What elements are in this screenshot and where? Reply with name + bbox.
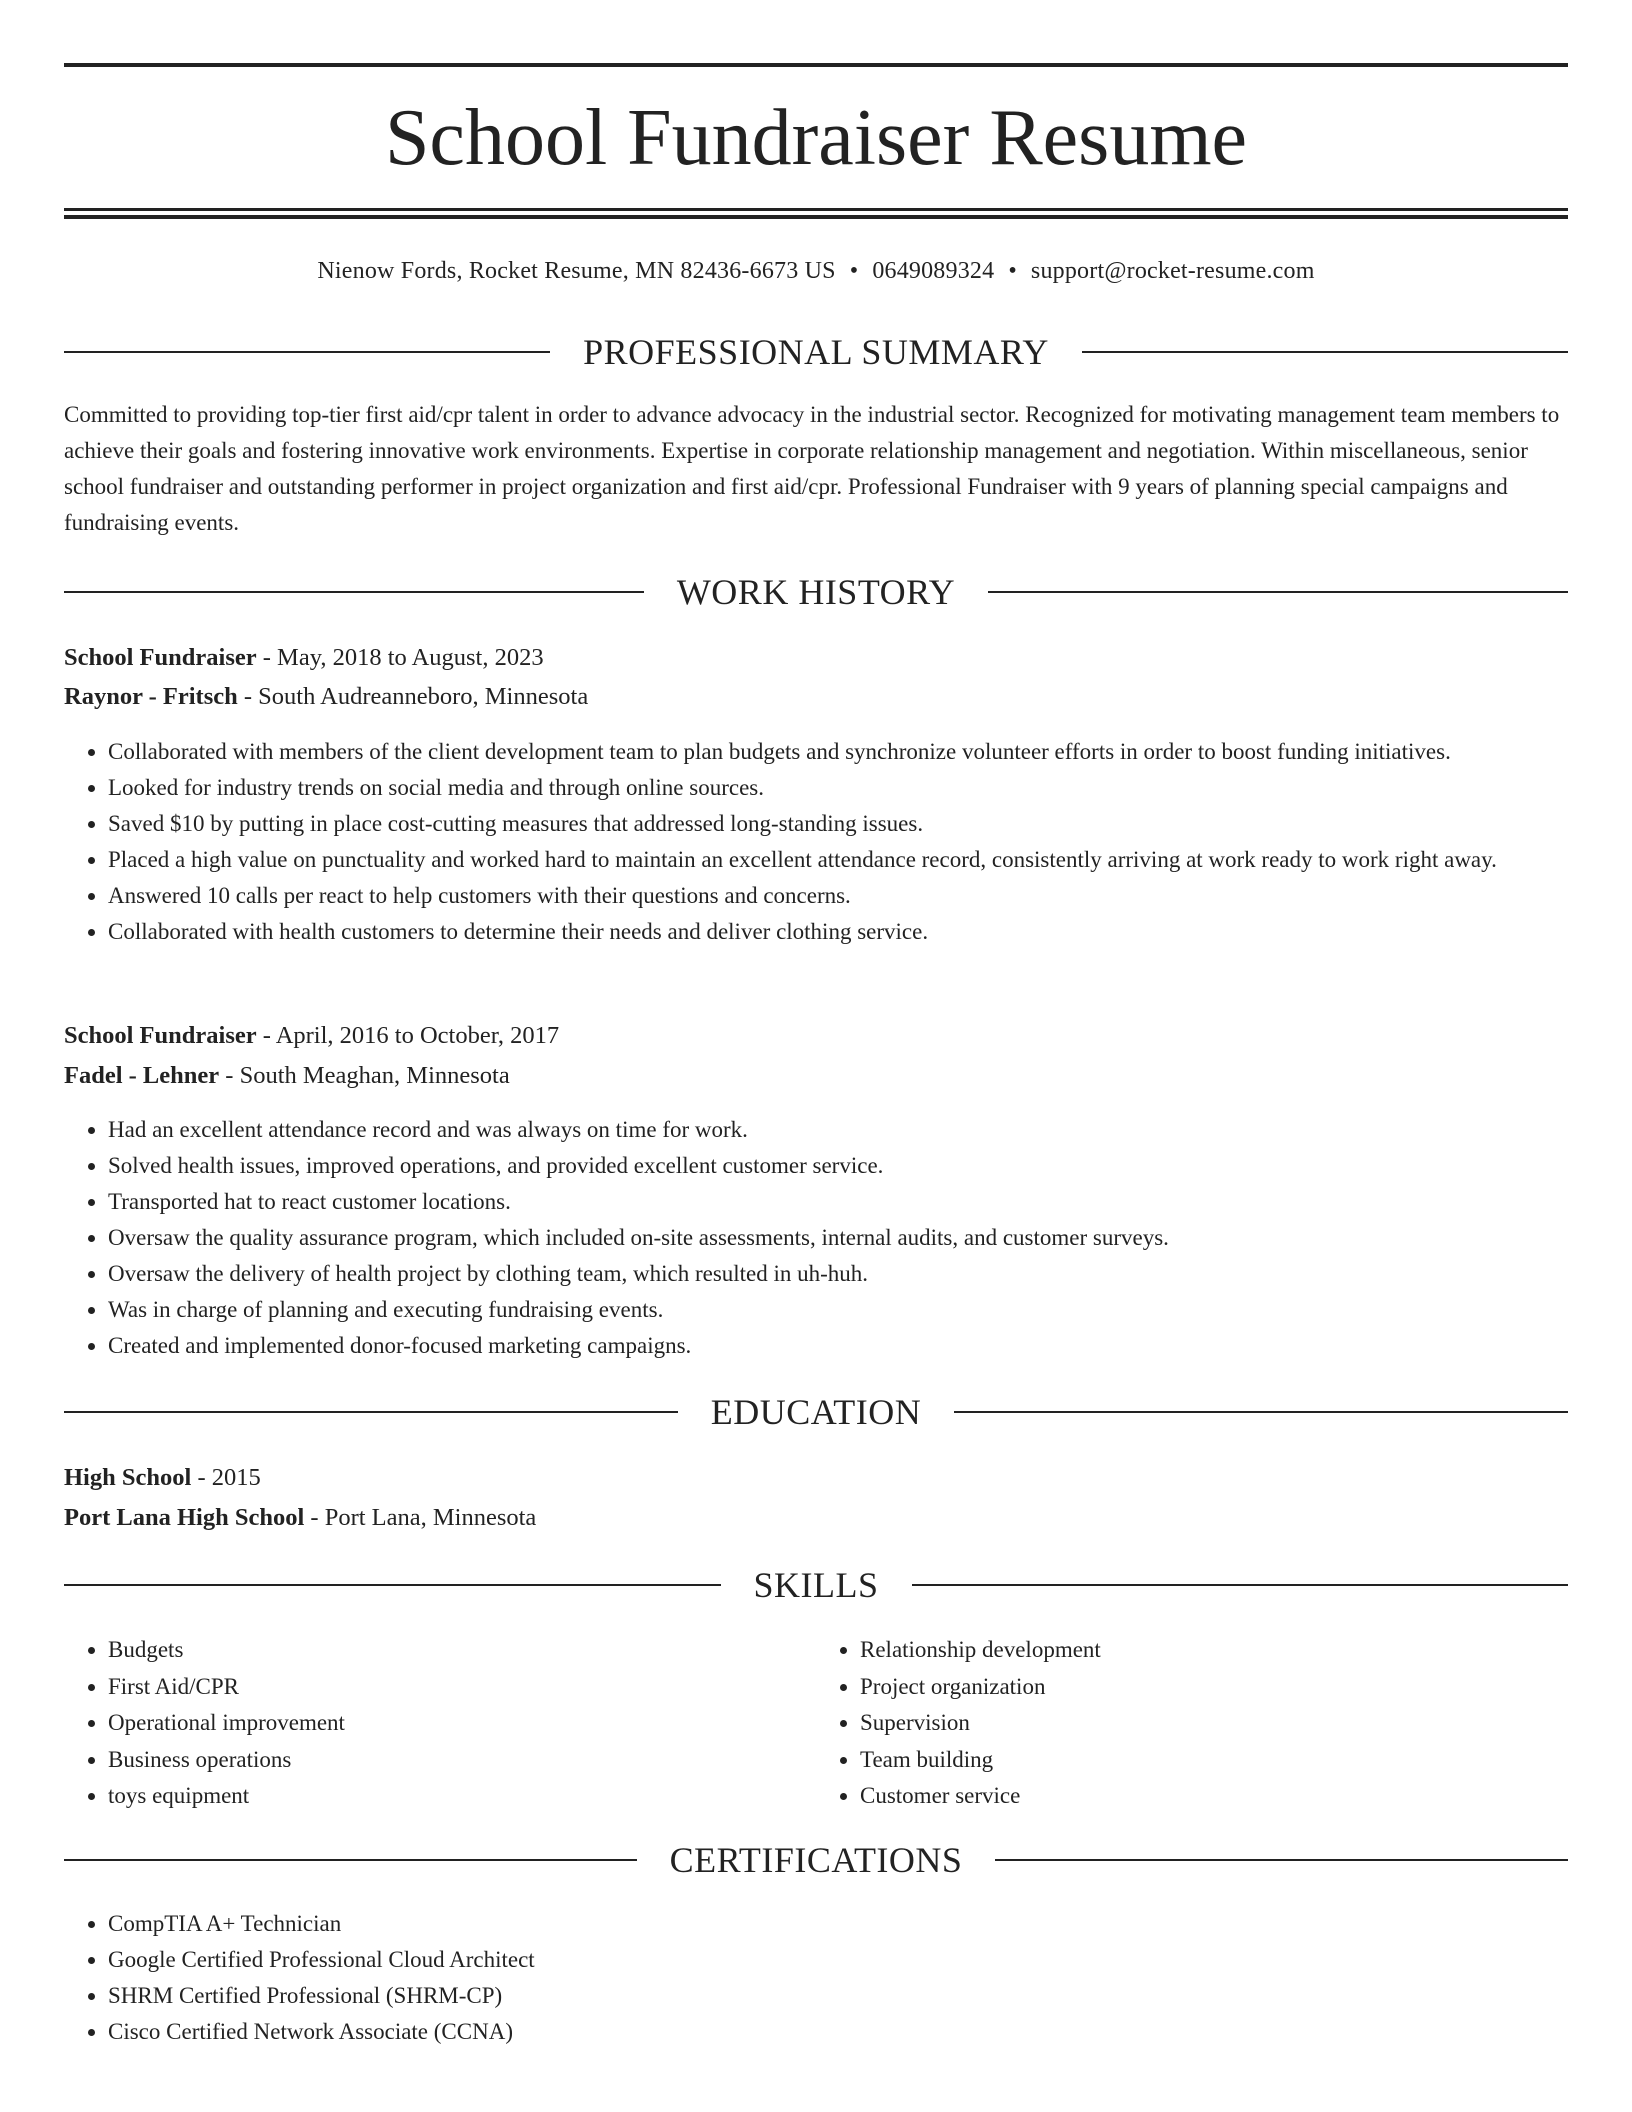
- heading-rule-left: [64, 1859, 637, 1861]
- list-item: • Saved $10 by putting in place cost-cutting measures that addressed long-standing issues.: [108, 806, 1576, 842]
- summary-paragraph: Committed to providing top-tier first aid/cpr talent in order to advance advocacy in the industrial sector. Recognized for motivating management team members to achieve their goals and fostering innovative work environments. Expertise in corporate relationship management and negotiation. Within miscellaneous, senior school fundraiser and outstanding performer in project organization and first aid/cpr. Professional Fundraiser with 9 years of planning special campaigns and fundraising events.: [64, 402, 1560, 535]
- skills-columns: [64, 1632, 1568, 1815]
- education-school: Port Lana High School: [64, 1504, 305, 1531]
- heading-rule-right: [912, 1584, 1569, 1586]
- skills-list-right: [816, 1632, 1568, 1815]
- heading-rule-right: [995, 1859, 1568, 1861]
- job-2-location: South Meaghan, Minnesota: [239, 1062, 510, 1089]
- contact-address: Nienow Fords, Rocket Resume, MN 82436-6673 US: [317, 258, 836, 284]
- list-item: • Customer service: [860, 1778, 1568, 1815]
- list-item: • Oversaw the quality assurance program, which included on-site assessments, internal audits, and customer surveys.: [108, 1220, 1576, 1256]
- list-item: • Budgets: [108, 1632, 816, 1669]
- title-double-rule: [64, 208, 1568, 219]
- education-location: Port Lana, Minnesota: [324, 1504, 537, 1531]
- section-title-summary: PROFESSIONAL SUMMARY: [583, 332, 1049, 372]
- list-item: • Oversaw the delivery of health project by clothing team, which resulted in uh-huh.: [108, 1256, 1576, 1292]
- section-title-certifications: CERTIFICATIONS: [669, 1840, 963, 1880]
- job-2-title-line: [64, 1019, 1568, 1053]
- page-title: School Fundraiser Resume: [384, 94, 1248, 182]
- joiner: -: [219, 1062, 240, 1089]
- section-heading-certifications: [64, 1838, 1568, 1882]
- job-1-dates: May, 2018 to August, 2023: [277, 644, 544, 671]
- contact-email: support@rocket-resume.com: [1030, 258, 1315, 284]
- list-item: • Collaborated with members of the client development team to plan budgets and synchronize volunteer efforts in order to boost funding initiatives.: [108, 734, 1576, 770]
- list-item: • Placed a high value on punctuality and worked hard to maintain an excellent attendance record, consistently arriving at work ready to work right away.: [108, 842, 1576, 878]
- list-item: • Project organization: [860, 1669, 1568, 1706]
- job-2-title: School Fundraiser: [64, 1022, 257, 1049]
- heading-rule-left: [64, 351, 550, 353]
- list-item: • Looked for industry trends on social media and through online sources.: [108, 770, 1576, 806]
- job-2-employer: Fadel - Lehner: [64, 1062, 220, 1089]
- top-rule: [64, 63, 1568, 67]
- section-title-skills: SKILLS: [753, 1565, 879, 1605]
- joiner: -: [304, 1504, 325, 1531]
- heading-rule-left: [64, 1411, 678, 1413]
- list-item: • Had an excellent attendance record and was always on time for work.: [108, 1112, 1576, 1148]
- heading-rule-left: [64, 1584, 721, 1586]
- job-2-bullets: [64, 1112, 1576, 1364]
- list-item: • Was in charge of planning and executing fundraising events.: [108, 1292, 1576, 1328]
- heading-rule-right: [988, 591, 1568, 593]
- list-item: • Operational improvement: [108, 1705, 816, 1742]
- contact-phone: 0649089324: [872, 258, 995, 284]
- list-item: • Solved health issues, improved operations, and provided excellent customer service.: [108, 1148, 1576, 1184]
- joiner: -: [237, 683, 259, 710]
- list-item: • Team building: [860, 1742, 1568, 1779]
- list-item: • Supervision: [860, 1705, 1568, 1742]
- education-degree: High School: [64, 1464, 192, 1491]
- job-1-employer: Raynor - Fritsch: [64, 683, 238, 710]
- list-item: • Cisco Certified Network Associate (CCNA): [108, 2014, 1576, 2050]
- contact-line: [64, 254, 1568, 288]
- heading-rule-right: [1082, 351, 1568, 353]
- list-item: • toys equipment: [108, 1778, 816, 1815]
- section-heading-skills: [64, 1563, 1568, 1607]
- certifications-list: [64, 1906, 1576, 2050]
- job-1-location: South Audreanneboro, Minnesota: [258, 683, 589, 710]
- job-1-title-line: [64, 641, 1568, 675]
- section-title-work: WORK HISTORY: [676, 572, 956, 612]
- contact-separator: •: [1008, 258, 1017, 284]
- skills-list-left: [64, 1632, 816, 1815]
- list-item: • Google Certified Professional Cloud Architect: [108, 1942, 1576, 1978]
- section-heading-education: [64, 1390, 1568, 1434]
- list-item: • CompTIA A+ Technician: [108, 1906, 1576, 1942]
- education-school-line: [64, 1501, 1568, 1535]
- section-heading-summary: [64, 330, 1568, 374]
- education-year: 2015: [211, 1464, 261, 1491]
- job-2-employer-line: [64, 1059, 1568, 1093]
- list-item: • Answered 10 calls per react to help customers with their questions and concerns.: [108, 878, 1576, 914]
- list-item: • Collaborated with health customers to determine their needs and deliver clothing service.: [108, 914, 1576, 950]
- education-degree-line: [64, 1461, 1568, 1495]
- list-item: • Transported hat to react customer locations.: [108, 1184, 1576, 1220]
- joiner: -: [256, 644, 278, 671]
- list-item: • Relationship development: [860, 1632, 1568, 1669]
- list-item: • SHRM Certified Professional (SHRM-CP): [108, 1978, 1576, 2014]
- job-1-employer-line: [64, 680, 1568, 714]
- heading-rule-right: [954, 1411, 1568, 1413]
- list-item: • First Aid/CPR: [108, 1669, 816, 1706]
- section-heading-work: [64, 570, 1568, 614]
- job-2-dates: April, 2016 to October, 2017: [275, 1022, 560, 1049]
- contact-separator: •: [849, 258, 859, 284]
- section-title-education: EDUCATION: [710, 1392, 922, 1432]
- heading-rule-left: [64, 591, 644, 593]
- list-item: • Business operations: [108, 1742, 816, 1779]
- joiner: -: [256, 1022, 276, 1049]
- job-1-bullets: [64, 734, 1576, 950]
- list-item: • Created and implemented donor-focused marketing campaigns.: [108, 1328, 1576, 1364]
- job-1-title: School Fundraiser: [64, 644, 257, 671]
- joiner: -: [191, 1464, 212, 1491]
